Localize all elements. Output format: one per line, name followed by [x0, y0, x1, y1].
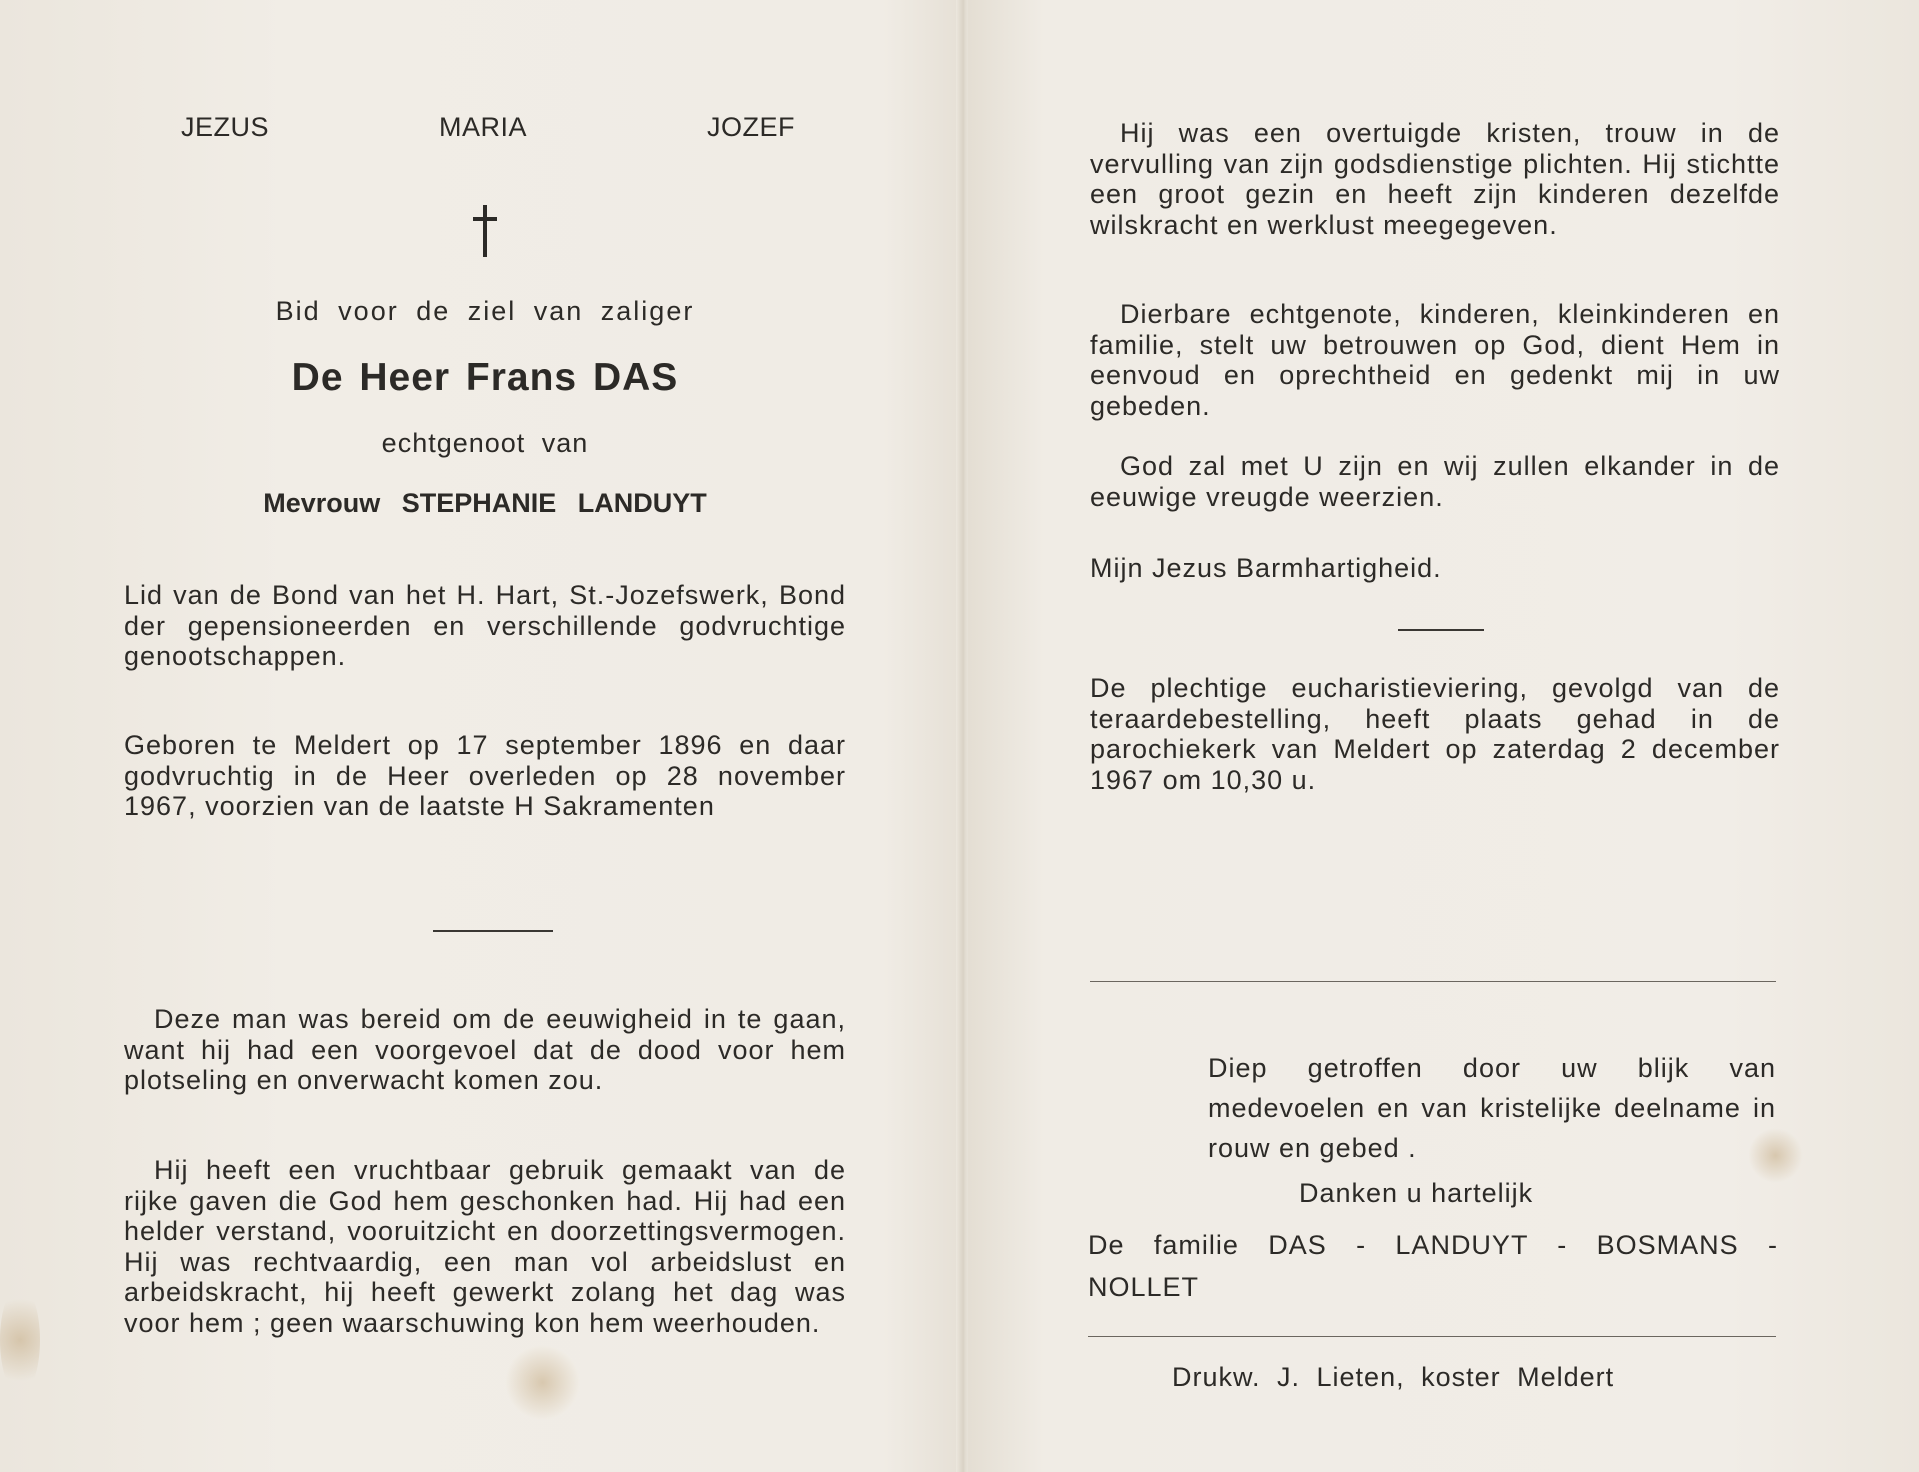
family-address-paragraph: Dierbare echtgenote, kinderen, kleinkinderen en familie, stelt uw betrouwen op God, dient Hem in eenvoud en oprechtheid en gedenkt mij in uw gebeden. [1090, 299, 1780, 421]
header-jezus: JEZUS [181, 112, 270, 142]
header-jozef: JOZEF [707, 112, 795, 142]
birth-death-paragraph: Geboren te Meldert op 17 september 1896 en daar godvruchtig in de Heer overleden op 28 november 1967, voorzien van de laatste H Sakramenten [124, 730, 846, 821]
invocation: Mijn Jezus Barmhartigheid. [1090, 553, 1442, 583]
header-maria: MARIA [439, 112, 528, 142]
divider [433, 930, 553, 932]
membership-paragraph: Lid van de Bond van het H. Hart, St.-Jozefswerk, Bond der gepensioneerden en verschillende godvruchtige genootschappen. [124, 580, 846, 671]
right-page [968, 0, 1919, 1472]
thanks-paragraph: Diep getroffen door uw blijk van medevoelen en van kristelijke deelname in rouw en gebed . [1208, 1053, 1776, 1163]
deceased-name: De Heer Frans DAS [291, 356, 679, 399]
spouse-name: Mevrouw STEPHANIE LANDUYT [263, 488, 707, 518]
printer-credit: Drukw. J. Lieten, koster Meldert [1172, 1362, 1615, 1392]
paper-stain [0, 1285, 40, 1395]
family-signature: De familie DAS - LANDUYT - BOSMANS - NOLLET [1088, 1230, 1778, 1302]
prayer-line: Bid voor de ziel van zaliger [275, 296, 695, 326]
eternity-paragraph: Deze man was bereid om de eeuwigheid in te gaan, want hij had een voorgevoel dat de dood voor hem plotseling en onverwacht komen zou. [124, 1004, 846, 1095]
paper-stain [505, 1345, 580, 1420]
spouse-label: echtgenoot van [381, 428, 589, 458]
separator-line [1090, 981, 1776, 982]
thanks-line: Danken u hartelijk [1299, 1178, 1534, 1208]
reunion-paragraph: God zal met U zijn en wij zullen elkander in de eeuwige vreugde weerzien. [1090, 451, 1780, 512]
divider [1398, 629, 1484, 631]
character-paragraph: Hij heeft een vruchtbaar gebruik gemaakt van de rijke gaven die God hem geschonken had. Hij had een helder verstand, vooruitzicht en doorzettingsvermogen. Hij was rechtvaardig, een man vol arbeidslust en arbeidskracht, hij heeft gewerkt zolang het dag was voor hem ; geen waarschuwing kon hem weerhouden. [124, 1155, 846, 1338]
funeral-paragraph: De plechtige eucharistieviering, gevolgd van de teraardebestelling, heeft plaats gehad in de parochiekerk van Meldert op zaterdag 2 december 1967 om 10,30 u. [1090, 673, 1780, 795]
faith-paragraph: Hij was een overtuigde kristen, trouw in de vervulling van zijn godsdienstige plichten. Hij stichtte een groot gezin en heeft zijn kinderen dezelfde wilskracht en werklust meegegeven. [1090, 118, 1780, 240]
cross-icon [470, 205, 500, 257]
separator-line [1088, 1336, 1776, 1337]
